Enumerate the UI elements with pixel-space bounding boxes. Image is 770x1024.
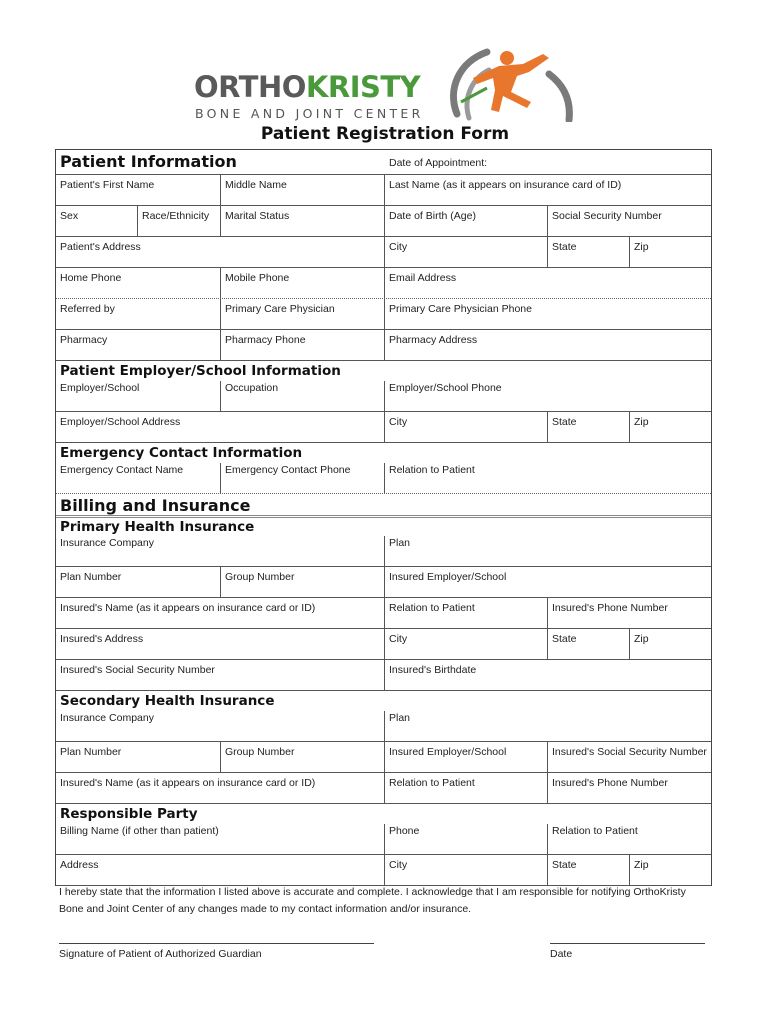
form-row — [56, 299, 711, 330]
date-of-appointment-field[interactable]: Date of Appointment: — [389, 157, 488, 169]
insurance-company-field[interactable]: Insurance Company — [60, 537, 154, 549]
emergency-heading: Emergency Contact Information — [60, 445, 303, 461]
secondary-plan-field[interactable]: Plan — [384, 711, 711, 741]
responsible-state-field[interactable]: State — [547, 855, 629, 885]
insured-zip-field[interactable]: Zip — [629, 629, 711, 659]
patient-info-heading: Patient Information — [60, 152, 237, 171]
form-row — [56, 237, 711, 268]
page-title: Patient Registration Form — [260, 124, 510, 144]
form-row — [56, 330, 711, 361]
emergency-phone-field[interactable]: Emergency Contact Phone — [220, 463, 384, 493]
billing-header-row — [56, 494, 711, 518]
dob-field[interactable]: Date of Birth (Age) — [384, 206, 547, 236]
date-line[interactable] — [550, 943, 705, 944]
first-name-field[interactable]: Patient's First Name — [60, 179, 155, 191]
responsible-phone-field[interactable]: Phone — [384, 824, 547, 854]
patient-address-field[interactable]: Patient's Address — [60, 241, 141, 253]
employer-phone-field[interactable]: Employer/School Phone — [384, 381, 711, 411]
form-row — [56, 567, 711, 598]
patient-info-header-row — [56, 150, 711, 175]
occupation-field[interactable]: Occupation — [220, 381, 384, 411]
state-field[interactable]: State — [547, 237, 629, 267]
form-row — [56, 773, 711, 804]
secondary-insurance-company-field[interactable]: Insurance Company — [60, 712, 154, 724]
date-label: Date — [550, 948, 573, 960]
billing-name-field[interactable]: Billing Name (if other than patient) — [60, 825, 219, 837]
logo-wordmark — [194, 72, 420, 102]
insured-address-field[interactable]: Insured's Address — [60, 633, 144, 645]
employer-city-field[interactable]: City — [384, 412, 547, 442]
form-row — [56, 629, 711, 660]
secondary-plan-number-field[interactable]: Plan Number — [60, 746, 122, 758]
responsible-address-field[interactable]: Address — [60, 859, 99, 871]
plan-field[interactable]: Plan — [384, 536, 711, 566]
mobile-phone-field[interactable]: Mobile Phone — [220, 268, 384, 298]
acknowledgement-statement: I hereby state that the information I listed above is accurate and complete. I acknowledge that I am responsible for notifying OrthoKristy Bone and Joint Center of any changes made to my contact information and/or insurance. — [59, 886, 686, 915]
secondary-relation-field[interactable]: Relation to Patient — [384, 773, 547, 803]
insured-birthdate-field[interactable]: Insured's Birthdate — [384, 660, 711, 690]
insured-city-field[interactable]: City — [384, 629, 547, 659]
logo-subtitle: BONE AND JOINT CENTER — [195, 106, 424, 121]
emergency-header-row — [56, 443, 711, 463]
billing-heading: Billing and Insurance — [60, 496, 251, 515]
form-row — [56, 598, 711, 629]
employer-zip-field[interactable]: Zip — [629, 412, 711, 442]
responsible-city-field[interactable]: City — [384, 855, 547, 885]
logo — [192, 44, 582, 124]
referred-by-field[interactable]: Referred by — [60, 303, 115, 315]
logo-brand-prefix: ORTHO — [194, 70, 306, 104]
pharmacy-phone-field[interactable]: Pharmacy Phone — [220, 330, 384, 360]
logo-brand-suffix: KRISTY — [305, 70, 421, 104]
form-row — [56, 381, 711, 412]
race-field[interactable]: Race/Ethnicity — [137, 206, 220, 236]
emergency-name-field[interactable]: Emergency Contact Name — [60, 464, 184, 476]
form-row — [56, 268, 711, 299]
responsible-heading: Responsible Party — [60, 806, 198, 822]
secondary-insurance-header-row — [56, 691, 711, 711]
employer-address-field[interactable]: Employer/School Address — [60, 416, 181, 428]
form-row — [56, 412, 711, 443]
city-field[interactable]: City — [384, 237, 547, 267]
employer-field[interactable]: Employer/School — [60, 382, 140, 394]
responsible-relation-field[interactable]: Relation to Patient — [547, 824, 711, 854]
secondary-insured-phone-field[interactable]: Insured's Phone Number — [547, 773, 711, 803]
responsible-header-row — [56, 804, 711, 824]
form-row — [56, 206, 711, 237]
signature-line[interactable] — [59, 943, 374, 944]
secondary-insured-employer-field[interactable]: Insured Employer/School — [384, 742, 547, 772]
secondary-insured-ssn-field[interactable]: Insured's Social Security Number — [547, 742, 711, 772]
last-name-field[interactable]: Last Name (as it appears on insurance card of ID) — [384, 175, 711, 205]
primary-insurance-header-row — [56, 518, 711, 536]
plan-number-field[interactable]: Plan Number — [60, 571, 122, 583]
sex-field[interactable]: Sex — [60, 210, 79, 222]
pharmacy-address-field[interactable]: Pharmacy Address — [384, 330, 711, 360]
signature-label: Signature of Patient of Authorized Guardian — [59, 948, 262, 960]
insured-relation-field[interactable]: Relation to Patient — [384, 598, 547, 628]
form-row — [56, 175, 711, 206]
marital-status-field[interactable]: Marital Status — [220, 206, 384, 236]
pharmacy-field[interactable]: Pharmacy — [60, 334, 108, 346]
form-row — [56, 463, 711, 494]
insured-ssn-field[interactable]: Insured's Social Security Number — [60, 664, 215, 676]
home-phone-field[interactable]: Home Phone — [60, 272, 122, 284]
secondary-group-number-field[interactable]: Group Number — [220, 742, 384, 772]
secondary-insurance-heading: Secondary Health Insurance — [60, 693, 275, 709]
email-field[interactable]: Email Address — [384, 268, 711, 298]
employer-state-field[interactable]: State — [547, 412, 629, 442]
form-row — [56, 855, 711, 886]
registration-form — [55, 149, 712, 886]
responsible-zip-field[interactable]: Zip — [629, 855, 711, 885]
pcp-field[interactable]: Primary Care Physician — [220, 299, 384, 329]
form-row — [56, 536, 711, 567]
employer-header-row — [56, 361, 711, 381]
form-row — [56, 742, 711, 773]
form-row — [56, 824, 711, 855]
secondary-insured-name-field[interactable]: Insured's Name (as it appears on insurance card or ID) — [60, 777, 316, 789]
emergency-relation-field[interactable]: Relation to Patient — [384, 463, 711, 493]
insured-state-field[interactable]: State — [547, 629, 629, 659]
form-row — [56, 711, 711, 742]
logo-athlete-icon — [437, 44, 577, 122]
primary-insurance-heading: Primary Health Insurance — [60, 519, 255, 535]
form-row — [56, 660, 711, 691]
insured-employer-field[interactable]: Insured Employer/School — [384, 567, 711, 597]
insured-phone-field[interactable]: Insured's Phone Number — [547, 598, 711, 628]
pcp-phone-field[interactable]: Primary Care Physician Phone — [384, 299, 711, 329]
zip-field[interactable]: Zip — [629, 237, 711, 267]
insured-name-field[interactable]: Insured's Name (as it appears on insurance card or ID) — [60, 602, 316, 614]
employer-heading: Patient Employer/School Information — [60, 363, 341, 379]
middle-name-field[interactable]: Middle Name — [220, 175, 384, 205]
group-number-field[interactable]: Group Number — [220, 567, 384, 597]
ssn-field[interactable]: Social Security Number — [547, 206, 711, 236]
